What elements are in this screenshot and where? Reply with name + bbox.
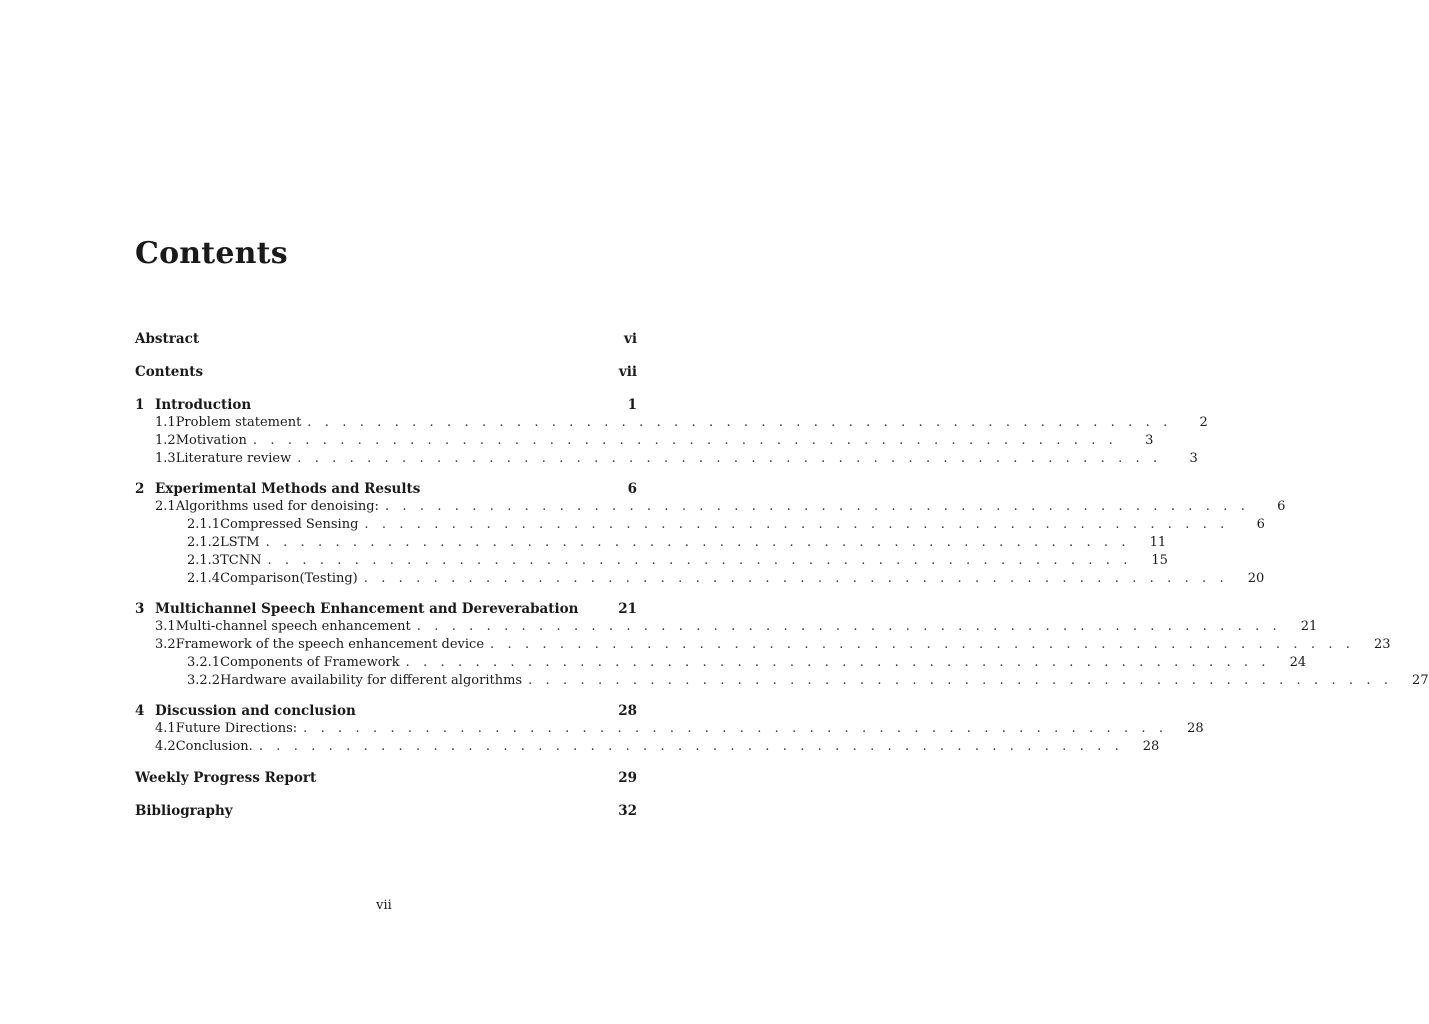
toc-entry-title: TCNN: [220, 553, 262, 568]
toc-entry-number: 2.1.4: [187, 571, 221, 586]
toc-entry-number: 1.2: [155, 433, 176, 448]
dot-leader: . . . . . . . . . . . . . . . . . . . . . . . . . . . . . . . . . . . . . . . . . . . . . . . . . .: [303, 721, 1168, 736]
toc-entry-page: 28: [618, 703, 637, 719]
toc-entry-title: Experimental Methods and Results: [155, 481, 421, 497]
toc-entry-contents[interactable]: [135, 364, 637, 382]
toc-entry-number: 1.1: [155, 415, 176, 430]
toc-entry-page: 1: [627, 397, 637, 413]
toc-entry-title: Introduction: [155, 397, 252, 413]
page-number: vii: [376, 898, 392, 913]
dot-leader: . . . . . . . . . . . . . . . . . . . . . . . . . . . . . . . . . . . . . . . . . . . . . . . . . .: [267, 553, 1132, 568]
dot-leader: . . . . . . . . . . . . . . . . . . . . . . . . . . . . . . . . . . . . . . . . . . . . . . . . . .: [363, 571, 1229, 586]
toc-section-3-1[interactable]: [135, 619, 1318, 637]
toc-entry-title: Multi-channel speech enhancement: [175, 619, 411, 634]
dot-leader: . . . . . . . . . . . . . . . . . . . . . . . . . . . . . . . . . . . . . . . . . . . . . . . . . .: [364, 517, 1229, 532]
toc-subsection-2-1-3[interactable]: [135, 553, 1168, 571]
toc-entry-title: Compressed Sensing: [220, 517, 359, 532]
toc-subsection-3-2-2[interactable]: [135, 673, 1429, 691]
toc-entry-number: 3.2: [155, 637, 176, 652]
dot-leader: . . . . . . . . . . . . . . . . . . . . . . . . . . . . . . . . . . . . . . . . . . . . . . . . . .: [307, 415, 1172, 430]
toc-section-4-2[interactable]: [135, 739, 1160, 757]
toc-entry-weekly-progress-report[interactable]: [135, 770, 637, 788]
toc-entry-title: Discussion and conclusion: [155, 703, 356, 719]
toc-section-1-1[interactable]: [135, 415, 1208, 433]
toc-entry-number: 2: [135, 481, 145, 497]
toc-subsection-2-1-2[interactable]: [135, 535, 1167, 553]
toc-entry-page: 23: [1373, 637, 1391, 652]
toc-section-3-2[interactable]: [135, 637, 1391, 655]
toc-section-4-1[interactable]: [135, 721, 1204, 739]
dot-leader: . . . . . . . . . . . . . . . . . . . . . . . . . . . . . . . . . . . . . . . . . . . . . . . . . .: [297, 451, 1162, 466]
toc-entry-number: 4.1: [155, 721, 176, 736]
toc-entry-title: Multichannel Speech Enhancement and Dereverabation: [155, 601, 579, 617]
dot-leader: . . . . . . . . . . . . . . . . . . . . . . . . . . . . . . . . . . . . . . . . . . . . . . . . . .: [252, 433, 1118, 448]
toc-entry-page: 20: [1247, 571, 1265, 586]
toc-entry-title: Future Directions:: [175, 721, 298, 736]
toc-entry-title: Framework of the speech enhancement device: [175, 637, 485, 652]
toc-entry-title: LSTM: [220, 535, 260, 550]
toc-entry-number: 3: [135, 601, 145, 617]
toc-section-1-3[interactable]: [135, 451, 1198, 469]
toc-entry-page: vi: [624, 331, 637, 347]
toc-chapter-1[interactable]: [135, 397, 637, 415]
dot-leader: . . . . . . . . . . . . . . . . . . . . . . . . . . . . . . . . . . . . . . . . . . . . . . . . . .: [490, 637, 1355, 652]
toc-entry-number: 3.2.1: [187, 655, 221, 670]
toc-entry-title: Weekly Progress Report: [135, 770, 317, 786]
page-title: Contents: [135, 236, 288, 271]
toc-subsection-3-2-1[interactable]: [135, 655, 1307, 673]
toc-entry-title: Comparison(Testing): [220, 571, 358, 586]
toc-entry-number: 3.2.2: [187, 673, 221, 688]
toc-entry-page: 6: [627, 481, 637, 497]
toc-entry-page: 32: [618, 803, 637, 819]
dot-leader: . . . . . . . . . . . . . . . . . . . . . . . . . . . . . . . . . . . . . . . . . . . . . . . . . .: [258, 739, 1124, 754]
toc-entry-title: Algorithms used for denoising:: [175, 499, 379, 514]
toc-entry-page: 27: [1412, 673, 1429, 688]
dot-leader: . . . . . . . . . . . . . . . . . . . . . . . . . . . . . . . . . . . . . . . . . . . . . . . . . .: [265, 535, 1131, 550]
toc-section-2-1[interactable]: [135, 499, 1286, 517]
toc-entry-title: Bibliography: [135, 803, 233, 819]
toc-entry-page: vii: [618, 364, 637, 380]
toc-subsection-2-1-4[interactable]: [135, 571, 1265, 589]
dot-leader: . . . . . . . . . . . . . . . . . . . . . . . . . . . . . . . . . . . . . . . . . . . . . . . . . .: [405, 655, 1271, 670]
toc-chapter-4[interactable]: [135, 703, 637, 721]
toc-subsection-2-1-1[interactable]: [135, 517, 1265, 535]
toc-entry-title: Contents: [135, 364, 204, 380]
toc-entry-title: Problem statement: [175, 415, 302, 430]
toc-entry-title: Abstract: [135, 331, 200, 347]
toc-entry-page: 3: [1189, 451, 1198, 466]
toc-entry-number: 4: [135, 703, 145, 719]
toc-chapter-3[interactable]: [135, 601, 637, 619]
toc-entry-title: Components of Framework: [220, 655, 400, 670]
toc-entry-number: 1: [135, 397, 145, 413]
toc-entry-abstract[interactable]: [135, 331, 637, 349]
toc-entry-page: 28: [1187, 721, 1204, 736]
dot-leader: . . . . . . . . . . . . . . . . . . . . . . . . . . . . . . . . . . . . . . . . . . . . . . . . . .: [416, 619, 1282, 634]
toc-entry-title: Hardware availability for different algorithms: [220, 673, 523, 688]
toc-entry-title: Motivation: [175, 433, 247, 448]
toc-entry-title: Conclusion.: [175, 739, 253, 754]
dot-leader: . . . . . . . . . . . . . . . . . . . . . . . . . . . . . . . . . . . . . . . . . . . . . . . . . .: [528, 673, 1393, 688]
toc-entry-page: 15: [1151, 553, 1168, 568]
toc-entry-number: 2.1.1: [187, 517, 221, 532]
toc-entry-page: 6: [1256, 517, 1265, 532]
toc-entry-page: 29: [618, 770, 637, 786]
toc-entry-page: 6: [1277, 499, 1286, 514]
toc-entry-page: 3: [1145, 433, 1154, 448]
toc-entry-page: 2: [1199, 415, 1208, 430]
dot-leader: . . . . . . . . . . . . . . . . . . . . . . . . . . . . . . . . . . . . . . . . . . . . . . . . . .: [384, 499, 1250, 514]
toc-entry-number: 2.1: [155, 499, 176, 514]
toc-entry-bibliography[interactable]: [135, 803, 637, 821]
toc-entry-page: 24: [1289, 655, 1307, 670]
toc-entry-page: 28: [1142, 739, 1160, 754]
toc-entry-number: 4.2: [155, 739, 176, 754]
toc-entry-number: 2.1.2: [187, 535, 221, 550]
toc-entry-number: 3.1: [155, 619, 176, 634]
toc-entry-page: 11: [1149, 535, 1167, 550]
toc-entry-title: Literature review: [175, 451, 292, 466]
toc-section-1-2[interactable]: [135, 433, 1154, 451]
toc-entry-number: 1.3: [155, 451, 176, 466]
toc-entry-page: 21: [1300, 619, 1318, 634]
toc-entry-page: 21: [618, 601, 637, 617]
toc-chapter-2[interactable]: [135, 481, 637, 499]
toc-entry-number: 2.1.3: [187, 553, 221, 568]
